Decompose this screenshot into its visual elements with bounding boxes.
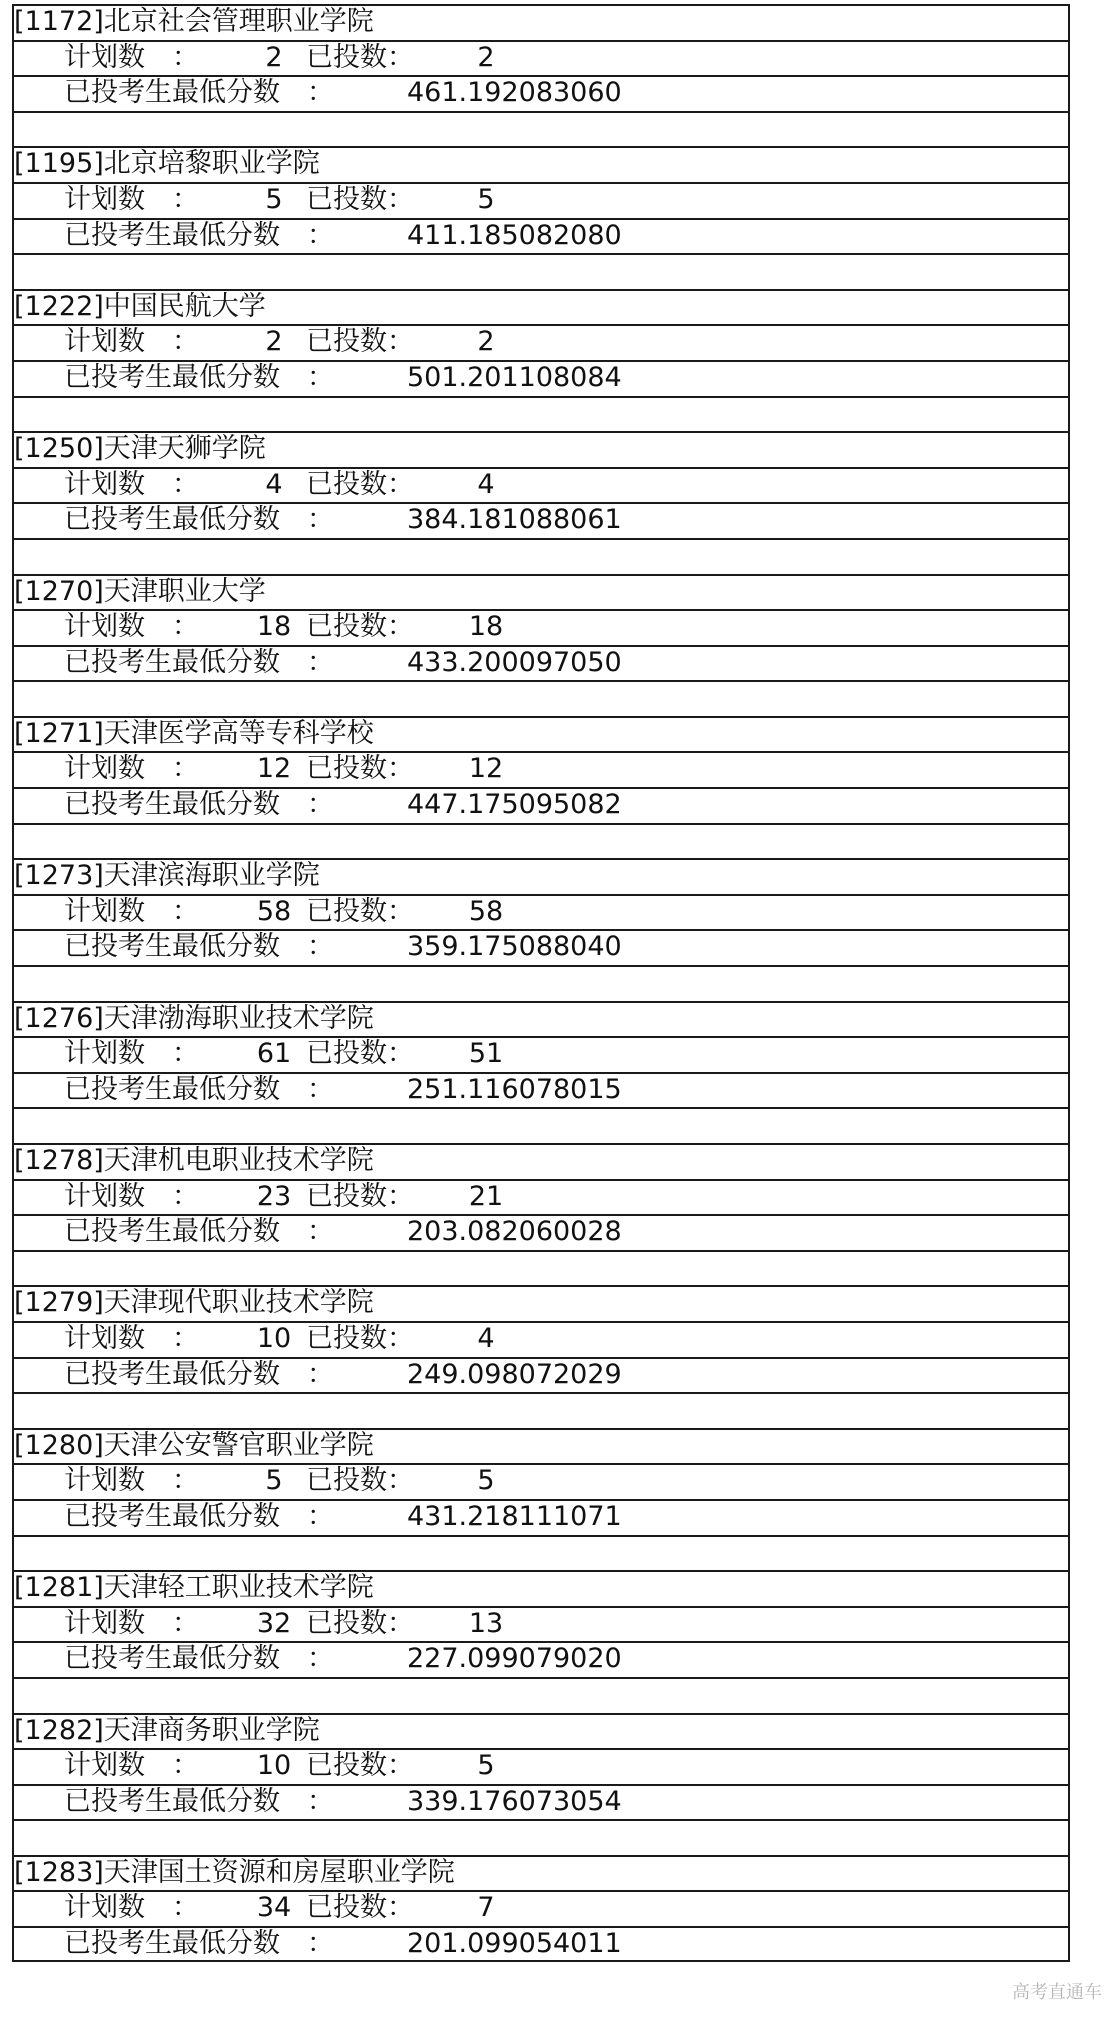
cast-label: 已投数： xyxy=(306,895,414,927)
college-code-name xyxy=(14,860,320,892)
plan-label: 计划数 ： xyxy=(64,1322,199,1354)
college-code: [1276] xyxy=(14,1002,104,1034)
college-code-name xyxy=(14,6,374,38)
min-score-value: 501.201108084 xyxy=(407,361,622,393)
college-name-row xyxy=(12,574,1070,610)
college-name: 天津天狮学院 xyxy=(103,433,266,465)
college-name: 天津现代职业技术学院 xyxy=(103,1287,374,1319)
min-score-label: 已投考生最低分数 ： xyxy=(64,789,334,821)
plan-label: 计划数 ： xyxy=(64,1038,199,1070)
min-score-value: 433.200097050 xyxy=(407,646,622,678)
college-code: [1270] xyxy=(14,575,104,607)
cast-count: 12 xyxy=(468,753,504,785)
plan-label: 计划数 ： xyxy=(64,895,199,927)
admission-score-table xyxy=(12,4,1070,1962)
min-score-label: 已投考生最低分数 ： xyxy=(64,504,334,536)
blank-separator-row xyxy=(12,1819,1070,1855)
min-score-label: 已投考生最低分数 ： xyxy=(64,1643,334,1675)
blank-separator-row xyxy=(12,965,1070,1001)
min-score-value: 411.185082080 xyxy=(407,219,622,251)
cast-count: 4 xyxy=(477,468,495,500)
min-score-value: 461.192083060 xyxy=(407,77,622,109)
college-record xyxy=(12,1285,1070,1427)
cast-label: 已投数： xyxy=(306,1465,414,1497)
college-name-row xyxy=(12,1428,1070,1464)
min-score-label: 已投考生最低分数 ： xyxy=(64,1928,334,1960)
min-score-row xyxy=(12,218,1070,254)
college-code-name xyxy=(14,148,320,180)
min-score-value: 203.082060028 xyxy=(407,1216,622,1248)
plan-count: 58 xyxy=(256,895,292,927)
cast-label: 已投数： xyxy=(306,753,414,785)
college-code: [1282] xyxy=(14,1714,104,1746)
plan-row xyxy=(12,1179,1070,1215)
college-code-name xyxy=(14,433,266,465)
college-name: 天津国土资源和房屋职业学院 xyxy=(103,1856,455,1888)
college-record xyxy=(12,858,1070,1000)
college-name: 北京社会管理职业学院 xyxy=(103,6,374,37)
college-name: 天津轻工职业技术学院 xyxy=(103,1572,374,1604)
cast-label: 已投数： xyxy=(306,468,414,500)
min-score-value: 447.175095082 xyxy=(407,789,622,821)
min-score-label: 已投考生最低分数 ： xyxy=(64,77,334,109)
college-code-name xyxy=(14,1857,455,1889)
college-code: [1195] xyxy=(14,148,104,180)
plan-row xyxy=(12,1748,1070,1784)
college-record xyxy=(12,1713,1070,1855)
college-name: 天津渤海职业技术学院 xyxy=(103,1002,374,1034)
college-code: [1278] xyxy=(14,1145,104,1176)
plan-count: 10 xyxy=(256,1750,292,1782)
min-score-value: 384.181088061 xyxy=(407,504,622,536)
college-code: [1271] xyxy=(14,717,104,749)
college-code-name xyxy=(14,1003,374,1035)
college-name: 天津公安警官职业学院 xyxy=(103,1429,374,1461)
college-record xyxy=(12,289,1070,431)
plan-row xyxy=(12,1606,1070,1642)
college-name-row xyxy=(12,431,1070,467)
cast-label: 已投数： xyxy=(306,1322,414,1354)
college-name: 天津滨海职业学院 xyxy=(103,860,320,892)
college-code: [1172] xyxy=(14,6,104,37)
college-name-row xyxy=(12,1713,1070,1749)
cast-count: 51 xyxy=(468,1038,504,1070)
plan-label: 计划数 ： xyxy=(64,1180,199,1212)
plan-row xyxy=(12,467,1070,503)
plan-row xyxy=(12,609,1070,645)
college-code-name xyxy=(14,1572,374,1604)
plan-count: 4 xyxy=(265,468,283,500)
min-score-value: 201.099054011 xyxy=(407,1928,622,1960)
cast-count: 5 xyxy=(477,183,495,215)
min-score-label: 已投考生最低分数 ： xyxy=(64,1785,334,1817)
college-record xyxy=(12,431,1070,573)
min-score-row xyxy=(12,502,1070,538)
min-score-row xyxy=(12,1072,1070,1108)
min-score-row xyxy=(12,1926,1070,1962)
plan-row xyxy=(12,1036,1070,1072)
plan-row xyxy=(12,1890,1070,1926)
college-name: 天津职业大学 xyxy=(103,575,266,607)
min-score-label: 已投考生最低分数 ： xyxy=(64,361,334,393)
plan-count: 18 xyxy=(256,611,292,643)
blank-separator-row xyxy=(12,680,1070,716)
college-code: [1279] xyxy=(14,1287,104,1319)
college-name-row xyxy=(12,4,1070,40)
plan-row xyxy=(12,751,1070,787)
college-record xyxy=(12,1570,1070,1712)
plan-label: 计划数 ： xyxy=(64,1892,199,1924)
min-score-value: 251.116078015 xyxy=(407,1073,622,1105)
college-name-row xyxy=(12,716,1070,752)
plan-count: 5 xyxy=(265,1465,283,1497)
plan-label: 计划数 ： xyxy=(64,753,199,785)
college-record xyxy=(12,4,1070,146)
min-score-label: 已投考生最低分数 ： xyxy=(64,1073,334,1105)
college-name-row xyxy=(12,858,1070,894)
min-score-label: 已投考生最低分数 ： xyxy=(64,646,334,678)
min-score-row xyxy=(12,1641,1070,1677)
college-name: 北京培黎职业学院 xyxy=(103,148,320,180)
college-record xyxy=(12,1428,1070,1570)
college-name-row xyxy=(12,1570,1070,1606)
min-score-row xyxy=(12,360,1070,396)
min-score-label: 已投考生最低分数 ： xyxy=(64,931,334,963)
plan-row xyxy=(12,40,1070,76)
min-score-value: 227.099079020 xyxy=(407,1643,622,1675)
college-name: 天津医学高等专科学校 xyxy=(103,717,374,749)
plan-row xyxy=(12,324,1070,360)
college-code: [1273] xyxy=(14,860,104,892)
blank-separator-row xyxy=(12,253,1070,289)
plan-label: 计划数 ： xyxy=(64,1607,199,1639)
plan-label: 计划数 ： xyxy=(64,1465,199,1497)
college-name-row xyxy=(12,1001,1070,1037)
min-score-label: 已投考生最低分数 ： xyxy=(64,219,334,251)
plan-count: 10 xyxy=(256,1322,292,1354)
min-score-row xyxy=(12,1214,1070,1250)
plan-label: 计划数 ： xyxy=(64,183,199,215)
plan-row xyxy=(12,894,1070,930)
cast-label: 已投数： xyxy=(306,1892,414,1924)
college-name: 中国民航大学 xyxy=(103,290,266,322)
watermark: 高考直通车 xyxy=(1012,1982,1102,2003)
college-code-name xyxy=(14,1287,374,1319)
college-record xyxy=(12,574,1070,716)
plan-label: 计划数 ： xyxy=(64,41,199,73)
college-name-row xyxy=(12,289,1070,325)
min-score-value: 339.176073054 xyxy=(407,1785,622,1817)
college-code-name xyxy=(14,1145,374,1177)
cast-label: 已投数： xyxy=(306,1038,414,1070)
college-code: [1222] xyxy=(14,290,104,322)
cast-label: 已投数： xyxy=(306,1607,414,1639)
blank-separator-row xyxy=(12,396,1070,432)
min-score-row xyxy=(12,1784,1070,1820)
college-code-name xyxy=(14,576,266,608)
min-score-value: 249.098072029 xyxy=(407,1358,622,1390)
blank-separator-row xyxy=(12,1677,1070,1713)
cast-label: 已投数： xyxy=(306,1180,414,1212)
college-name-row xyxy=(12,1855,1070,1891)
college-code: [1280] xyxy=(14,1429,104,1461)
cast-count: 18 xyxy=(468,611,504,643)
plan-row xyxy=(12,1321,1070,1357)
plan-row xyxy=(12,1463,1070,1499)
plan-count: 2 xyxy=(265,41,283,73)
plan-count: 61 xyxy=(256,1038,292,1070)
plan-label: 计划数 ： xyxy=(64,1750,199,1782)
plan-count: 23 xyxy=(256,1180,292,1212)
college-name: 天津机电职业技术学院 xyxy=(103,1145,374,1176)
college-code-name xyxy=(14,1430,374,1462)
college-code-name xyxy=(14,718,374,750)
blank-separator-row xyxy=(12,1392,1070,1428)
college-code-name xyxy=(14,291,266,323)
min-score-row xyxy=(12,645,1070,681)
blank-separator-row xyxy=(12,111,1070,147)
plan-label: 计划数 ： xyxy=(64,468,199,500)
min-score-row xyxy=(12,1357,1070,1393)
college-code: [1283] xyxy=(14,1856,104,1888)
blank-separator-row xyxy=(12,823,1070,859)
college-record xyxy=(12,1143,1070,1285)
min-score-value: 431.218111071 xyxy=(407,1500,622,1532)
min-score-row xyxy=(12,75,1070,111)
blank-separator-row xyxy=(12,1535,1070,1571)
cast-label: 已投数： xyxy=(306,183,414,215)
blank-separator-row xyxy=(12,1107,1070,1143)
plan-count: 5 xyxy=(265,183,283,215)
cast-count: 4 xyxy=(477,1322,495,1354)
plan-count: 12 xyxy=(256,753,292,785)
college-name-row xyxy=(12,146,1070,182)
college-name: 天津商务职业学院 xyxy=(103,1714,320,1746)
cast-count: 7 xyxy=(477,1892,495,1924)
cast-count: 5 xyxy=(477,1750,495,1782)
min-score-label: 已投考生最低分数 ： xyxy=(64,1358,334,1390)
cast-label: 已投数： xyxy=(306,1750,414,1782)
blank-separator-row xyxy=(12,1250,1070,1286)
college-record xyxy=(12,716,1070,858)
college-record xyxy=(12,1855,1070,1962)
min-score-label: 已投考生最低分数 ： xyxy=(64,1216,334,1248)
cast-label: 已投数： xyxy=(306,41,414,73)
plan-row xyxy=(12,182,1070,218)
min-score-row xyxy=(12,929,1070,965)
cast-count: 5 xyxy=(477,1465,495,1497)
college-code-name xyxy=(14,1715,320,1747)
min-score-row xyxy=(12,1499,1070,1535)
college-name-row xyxy=(12,1143,1070,1179)
cast-label: 已投数： xyxy=(306,611,414,643)
min-score-value: 359.175088040 xyxy=(407,931,622,963)
college-code: [1250] xyxy=(14,433,104,465)
college-record xyxy=(12,1001,1070,1143)
plan-count: 32 xyxy=(256,1607,292,1639)
cast-count: 2 xyxy=(477,326,495,358)
cast-count: 58 xyxy=(468,895,504,927)
plan-label: 计划数 ： xyxy=(64,611,199,643)
college-name-row xyxy=(12,1285,1070,1321)
min-score-label: 已投考生最低分数 ： xyxy=(64,1500,334,1532)
plan-label: 计划数 ： xyxy=(64,326,199,358)
cast-count: 2 xyxy=(477,41,495,73)
college-code: [1281] xyxy=(14,1572,104,1604)
cast-count: 13 xyxy=(468,1607,504,1639)
college-record xyxy=(12,146,1070,288)
plan-count: 2 xyxy=(265,326,283,358)
cast-count: 21 xyxy=(468,1180,504,1212)
min-score-row xyxy=(12,787,1070,823)
cast-label: 已投数： xyxy=(306,326,414,358)
blank-separator-row xyxy=(12,538,1070,574)
plan-count: 34 xyxy=(256,1892,292,1924)
